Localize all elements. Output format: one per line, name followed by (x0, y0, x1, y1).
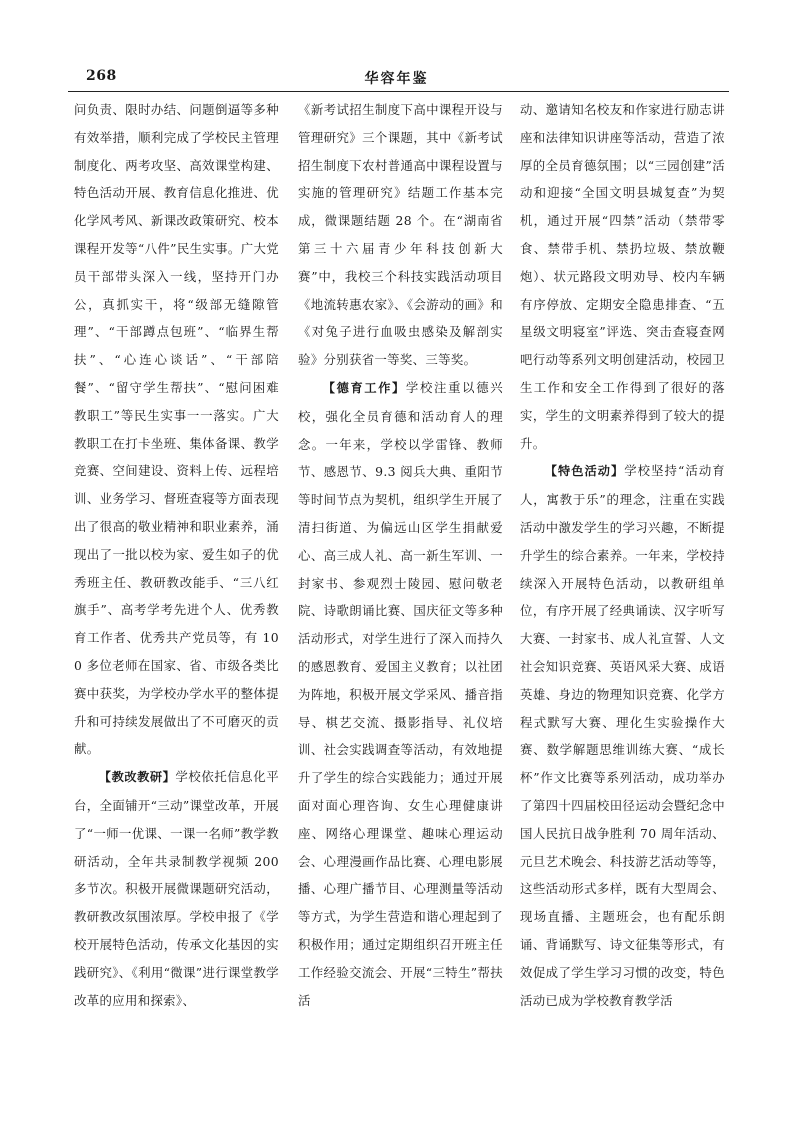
paragraph-text: 学校依托信息化平台，全面铺开“三动”课堂改革，开展了“一师一优课、一课一名师”教学教研活动，全年共录制教学视频 200 多节次。积极开展微课题研究活动，教研教改氛围浓厚。学校申报了《学校开展特色活动，传承文化基因的实践研究》、《利用“微课”进行课堂教学改革的应用和探索》、 (74, 769, 279, 1008)
paragraph-featured-activities (520, 457, 725, 1014)
page-number: 268 (86, 68, 117, 84)
paragraph-leadership-continued (74, 96, 279, 763)
section-label-moral-education: 【德育工作】 (322, 380, 406, 395)
paragraph-text: 学校注重以德兴校，强化全员育德和活动育人的理念。一年来，学校以学雷锋、教师节、感恩节、9.3 阅兵大典、重阳节等时间节点为契机，组织学生开展了清扫街道、为偏远山区学生捐献爱心、高三成人礼、高一新生军训、一封家书、参观烈士陵园、慰问敬老院、诗歌朗诵比赛、国庆征文等多种活动形式，对学生进行了深入而持久的感恩教育、爱国主义教育；以社团为阵地，积极开展文学采风、播音指导、棋艺交流、摄影指导、礼仪培训、社会实践调查等活动，有效地提升了学生的综合实践能力；通过开展面对面心理咨询、女生心理健康讲座、网络心理课堂、趣味心理运动会、心理漫画作品比赛、心理电影展播、心理广播节目、心理测量等活动等方式，为学生营造和谐心理起到了积极作用；通过定期组织召开班主任工作经验交流会、开展“三特生”帮扶活 (298, 379, 503, 1008)
text-column-3 (520, 96, 725, 1014)
paragraph-moral-education-continued (520, 96, 725, 457)
paragraph-text: 动、邀请知名校友和作家进行励志讲座和法律知识讲座等活动，营造了浓厚的全员育德氛围；以“三园创建”活动和迎接“全国文明县城复查”为契机，通过开展“四禁”活动（禁带零食、禁带手机、禁扔垃圾、禁放鞭炮）、状元路段文明劝导、校内车辆有序停放、定期安全隐患排查、“五星级文明寝室”评选、突击查寝查网吧行动等系列文明创建活动，校园卫生工作和安全工作得到了很好的落实，学生的文明素养得到了较大的提升。 (520, 102, 725, 451)
text-column-2 (298, 96, 503, 1014)
paragraph-text: 《新考试招生制度下高中课程开设与管理研究》三个课题，其中《新考试招生制度下农村普通高中课程设置与实施的管理研究》结题工作基本完成，微课题结题 28 个。在“湖南省第三十六届青少年科技创新大赛”中，我校三个科技实践活动项目《地流转惠农家》、《会游动的画》和《对兔子进行血吸虫感染及解剖实验》分别获省一等奖、三等奖。 (298, 102, 503, 368)
paragraph-text: 问负责、限时办结、问题倒逼等多种有效举措，顺利完成了学校民主管理制度化、两考攻坚、高效课堂构建、特色活动开展、教育信息化推进、优化学风考风、新课改政策研究、校本课程开发等“八件”民生实事。广大党员干部带头深入一线，坚持开门办公，真抓实干，将“级部无缝隙管理”、“干部蹲点包班”、“临界生帮扶”、“心连心谈话”、“干部陪餐”、“留守学生帮扶”、“慰问困难教职工”等民生实事一一落实。广大教职工在打卡坐班、集体备课、教学竞赛、空间建设、资料上传、远程培训、业务学习、督班查寝等方面表现出了很高的敬业精神和职业素养，涌现出了一批以校为家、爱生如子的优秀班主任、教研教改能手、“三八红旗手”、高考学考先进个人、优秀教育工作者、优秀共产党员等，有 100 多位老师在国家、省、市级各类比赛中获奖，为学校办学水平的整体提升和可持续发展做出了不可磨灭的贡献。 (74, 102, 279, 757)
paragraph-moral-education (298, 374, 503, 1014)
paragraph-text: 学校坚持“活动育人，寓教于乐”的理念，注重在实践活动中激发学生的学习兴趣，不断提升学生的综合素养。一年来，学校持续深入开展特色活动，以教研组单位，有序开展了经典诵读、汉字听写大赛、一封家书、成人礼宣誓、人文社会知识竞赛、英语风采大赛、成语英雄、身边的物理知识竞赛、化学方程式默写大赛、理化生实验操作大赛、数学解题思维训练大赛、“成长杯”作文比赛等系列活动，成功举办了第四十四届校田径运动会暨纪念中国人民抗日战争胜利 70 周年活动、元旦艺术晚会、科技游艺活动等等，这些活动形式多样，既有大型周会、现场直播、主题班会，也有配乐朗诵、背诵默写、诗文征集等形式，有效促成了学生学习习惯的改变，特色活动已成为学校教育教学活 (520, 463, 725, 1008)
text-column-1 (74, 96, 279, 1014)
header-rule (68, 91, 729, 92)
section-label-featured-activities: 【特色活动】 (544, 464, 625, 479)
book-title: 华容年鉴 (364, 71, 429, 87)
paragraph-teaching-reform (74, 763, 279, 1014)
paragraph-teaching-reform-continued (298, 96, 503, 374)
section-label-teaching-reform: 【教改教研】 (98, 770, 176, 785)
